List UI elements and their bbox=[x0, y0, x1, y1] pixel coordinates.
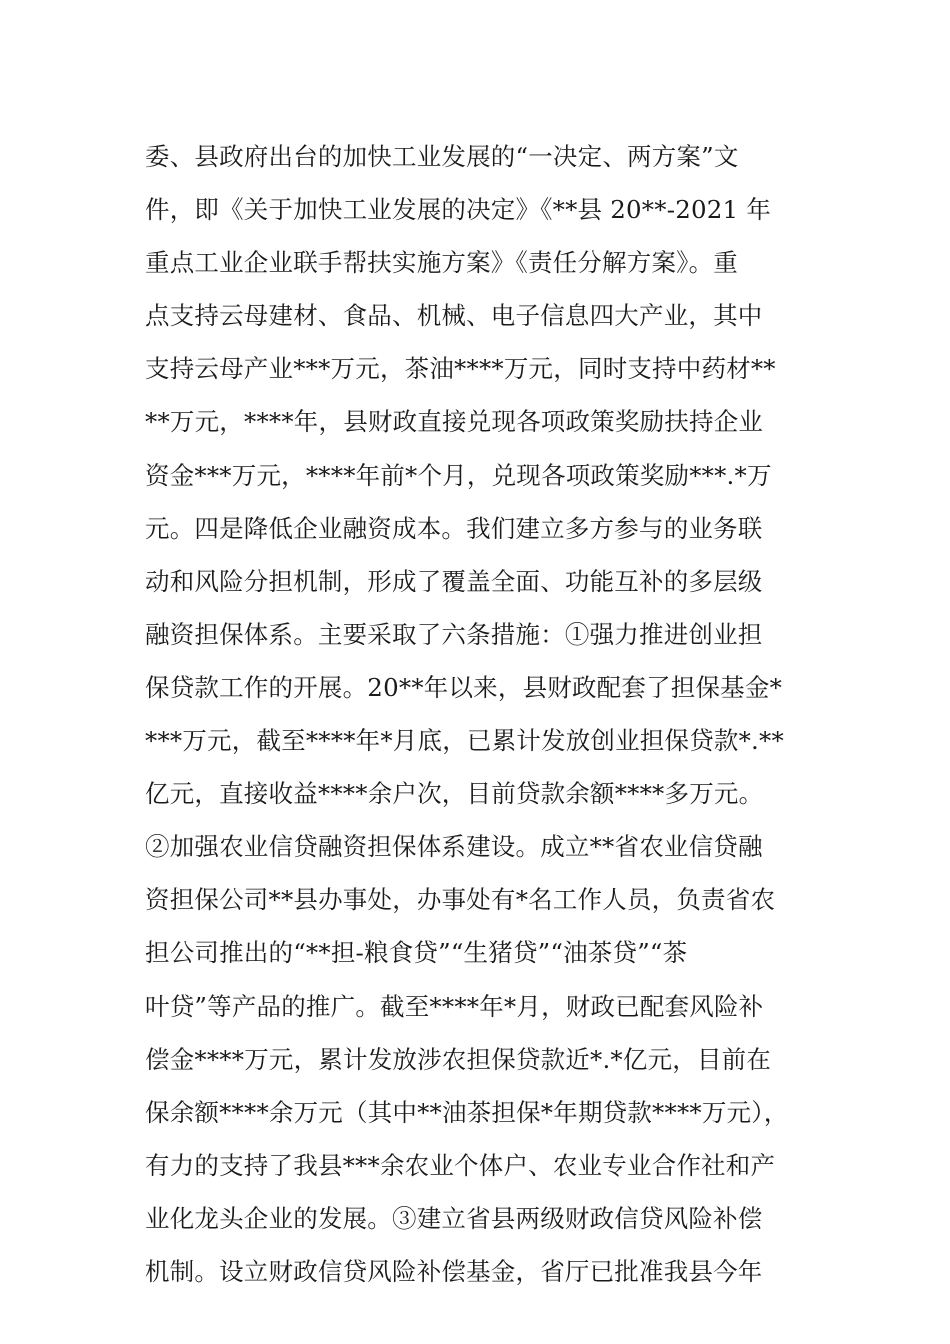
body-paragraph bbox=[145, 130, 835, 1298]
text-line: 偿金****万元，累计发放涉农担保贷款近*.*亿元，目前在 bbox=[145, 1044, 772, 1074]
text-line: 融资担保体系。主要采取了六条措施：①强力推进创业担 bbox=[145, 619, 763, 649]
text-line: 资金***万元，****年前*个月，兑现各项政策奖励***.*万 bbox=[145, 460, 772, 490]
text-line: 亿元，直接收益****余户次，目前贷款余额****多万元。 bbox=[145, 779, 764, 809]
text-line: 担公司推出的“**担-粮食贷”“生猪贷”“油茶贷”“茶 bbox=[145, 938, 688, 968]
text-line: ***万元，截至****年*月底，已累计发放创业担保贷款*.** bbox=[145, 726, 784, 756]
text-line: 资担保公司**县办事处，办事处有*名工作人员，负责省农 bbox=[145, 885, 776, 915]
text-line: 保贷款工作的开展。20**年以来，县财政配套了担保基金* bbox=[145, 672, 783, 702]
text-line: ②加强农业信贷融资担保体系建设。成立**省农业信贷融 bbox=[145, 832, 763, 862]
text-line: 保余额****余万元（其中**油茶担保*年期贷款****万元）， bbox=[145, 1097, 789, 1127]
text-line: 动和风险分担机制，形成了覆盖全面、功能互补的多层级 bbox=[145, 566, 763, 596]
text-line: 有力的支持了我县***余农业个体户、农业专业合作社和产 bbox=[145, 1150, 776, 1180]
text-line: 机制。设立财政信贷风险补偿基金，省厅已批准我县今年 bbox=[145, 1256, 763, 1286]
text-line: 叶贷”等产品的推广。截至****年*月，财政已配套风险补 bbox=[145, 991, 764, 1021]
text-line: 支持云母产业***万元，茶油****万元，同时支持中药材** bbox=[145, 354, 776, 384]
text-line: 点支持云母建材、食品、机械、电子信息四大产业，其中 bbox=[145, 301, 763, 331]
text-line: 元。四是降低企业融资成本。我们建立多方参与的业务联 bbox=[145, 513, 763, 543]
text-line: 委、县政府出台的加快工业发展的“一决定、两方案”文 bbox=[145, 142, 739, 171]
text-line: 业化龙头企业的发展。③建立省县两级财政信贷风险补偿 bbox=[145, 1203, 763, 1233]
text-line: 件，即《关于加快工业发展的决定》《**县 20**-2021 年 bbox=[145, 195, 772, 225]
text-line: **万元，****年，县财政直接兑现各项政策奖励扶持企业 bbox=[145, 407, 764, 437]
text-line: 重点工业企业联手帮扶实施方案》《责任分解方案》。重 bbox=[145, 248, 738, 278]
